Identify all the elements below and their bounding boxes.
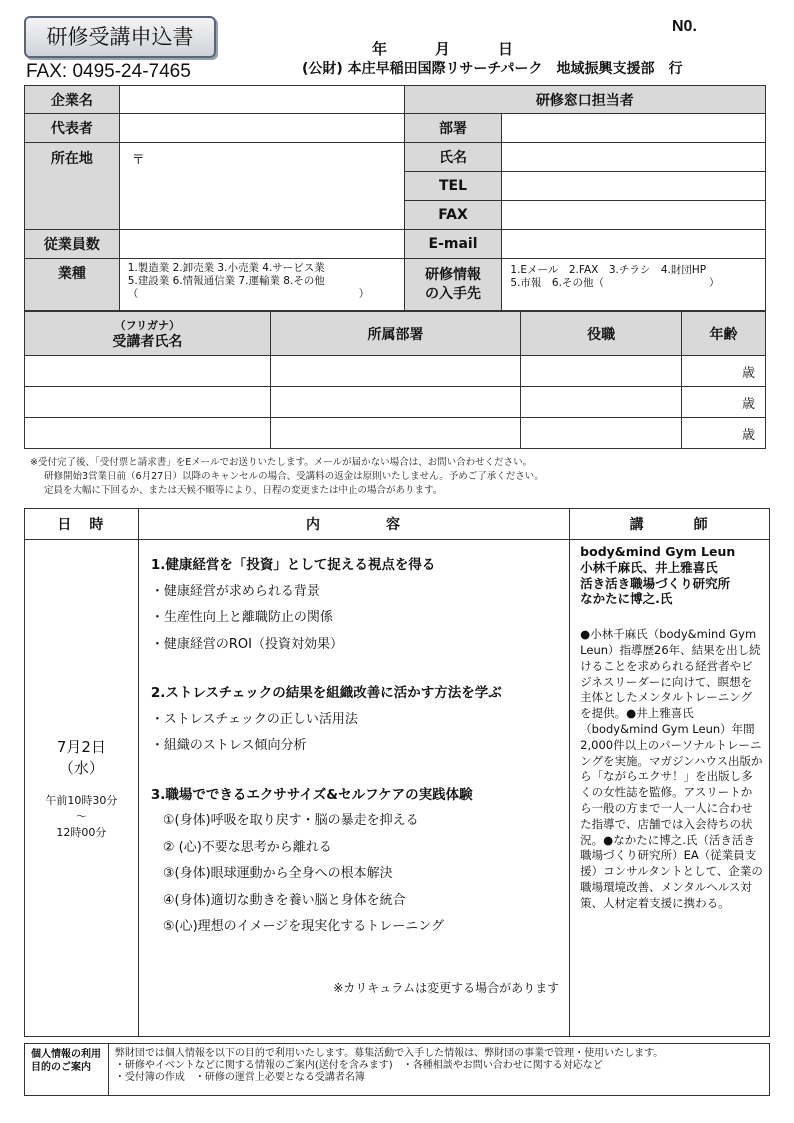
attendee-3-age[interactable]: [682, 418, 766, 449]
department-field[interactable]: [502, 114, 766, 143]
form-title: 研修受講申込書: [24, 16, 216, 58]
privacy-line-2: ・研修やイベントなどに関する情報のご案内(送付を含みます) ・各種相談やお問い合わせに関する対応など: [114, 1060, 603, 1071]
privacy-line-1: 弊財団では個人情報を以下の目的で利用いたします。募集活動で入手した情報は、弊財団の事業で管理・使用いたします。: [114, 1048, 664, 1059]
age-unit: 歳: [741, 365, 755, 381]
attendee-table: [24, 311, 766, 449]
attendee-3-position[interactable]: [521, 418, 682, 449]
employees-field[interactable]: [119, 230, 404, 259]
attendee-position-header: 役職: [521, 312, 682, 356]
address-field[interactable]: [119, 143, 404, 230]
attendee-2-position[interactable]: [521, 387, 682, 418]
privacy-table: [24, 1043, 770, 1096]
privacy-line-3: ・受付簿の作成 ・研修の運営上必要となる受講者名簿: [114, 1072, 365, 1083]
postal-mark: 〒: [131, 153, 145, 168]
fax-number: FAX: 0495-24-7465: [26, 61, 191, 82]
schedule-time-start: 午前10時30分: [45, 794, 118, 807]
notes: [30, 456, 544, 498]
curriculum-note: ※カリキュラムは変更する場合があります: [333, 980, 560, 995]
section-3-item: ⑤(心)理想のイメージを現実化するトレーニング: [162, 919, 445, 934]
schedule-weekday: （水）: [58, 759, 104, 777]
schedule-date-header: 日 時: [25, 509, 139, 540]
fax-label: FAX: [404, 201, 502, 230]
lecturer-names: 小林千麻氏、井上雅喜氏: [580, 559, 718, 575]
contact-header: 研修窓口担当者: [404, 86, 765, 114]
date-line: [372, 38, 513, 59]
lecturer-profile: ●小林千麻氏（body&mind Gym Leun）指導歴26年、結果を出し続けることを求められる経営者やビジネスリーダーに向けて、瞑想を主体としたメンタルトレーニングを提供。●井上雅喜氏（body&mind Gym Leun）年間2,000件以上のパーソナルトレーニングを実施。マガジンハウス出版から「ながらエクサ！」を出版し多くの女性誌を監修。アスリートから一般の方まで一人一人に合わせた指導で、店舗では入会待ちの状況。●なかたに博之.氏（活き活き職場づくり研究所）EA（従業員支援）コンサルタントとして、企業の職場環境改善、メンタルヘルス対策、人材定着支援に携わる。: [580, 627, 763, 910]
industry-line-1: 1.製造業 2.卸売業 3.小売業 4.サービス業: [127, 262, 325, 274]
section-3-item: ③(身体)眼球運動から全身への根本解決: [162, 866, 393, 881]
industry-line-3: （ ）: [127, 288, 370, 300]
lecturer-org: body&mind Gym Leun: [580, 544, 736, 559]
attendee-3-dept[interactable]: [270, 418, 521, 449]
recipient-address: (公財) 本庄早稲田国際リサーチパーク 地域振興支援部 行: [302, 61, 683, 77]
section-1-item: ・健康経営が求められる背景: [150, 583, 320, 599]
contact-name-field[interactable]: [502, 143, 766, 172]
fax-field[interactable]: [502, 201, 766, 230]
industry-line-2: 5.建設業 6.情報通信業 7.運輸業 8.その他: [127, 275, 325, 287]
privacy-text: [108, 1044, 769, 1096]
info-source-label: [404, 259, 502, 311]
schedule-lecturer-header: 講 師: [570, 509, 770, 540]
schedule-content-header: 内 容: [138, 509, 569, 540]
attendee-name-label: 受講者氏名: [112, 333, 183, 350]
section-3-item: ①(身体)呼吸を取り戻す・脳の暴走を抑える: [162, 813, 419, 828]
furigana-label: （フリガナ）: [114, 318, 181, 332]
company-name-field[interactable]: [119, 86, 404, 114]
industry-options[interactable]: [119, 259, 404, 311]
privacy-label: 個人情報の利用目的のご案内: [25, 1044, 109, 1096]
date-month: 月: [435, 40, 451, 58]
employees-label: 従業員数: [25, 230, 120, 259]
age-unit: 歳: [741, 396, 755, 412]
note-2: 研修開始3営業日前（6月27日）以降のキャンセルの場合、受講料の返金は原則いたしません。予めご了承ください。: [44, 471, 544, 482]
schedule-time-sep: ～: [75, 810, 87, 823]
section-1-title: 1.健康経営を「投資」として捉える視点を得る: [150, 557, 436, 573]
info-source-line-2: 5.市報 6.その他（ ）: [510, 277, 720, 289]
attendee-1-position[interactable]: [521, 356, 682, 387]
attendee-3-name[interactable]: [25, 418, 271, 449]
section-2-title: 2.ストレスチェックの結果を組織改善に活かす方法を学ぶ: [150, 685, 502, 701]
schedule-content: [138, 540, 569, 1037]
attendee-1-dept[interactable]: [270, 356, 521, 387]
contact-name-label: 氏名: [404, 143, 502, 172]
email-field[interactable]: [502, 230, 766, 259]
section-2-item: ・ストレスチェックの正しい活用法: [150, 711, 358, 727]
note-1: ※受付完了後、「受付票と請求書」をEメールでお送りいたします。メールが届かない場合は、お問い合わせください。: [30, 457, 533, 468]
section-3-item: ④(身体)適切な動きを養い脳と身体を統合: [162, 892, 406, 908]
schedule-table: [24, 508, 770, 1037]
form-number-label: N0.: [672, 18, 697, 35]
note-3: 定員を大幅に下回るか、または天候不順等により、日程の変更または中止の場合があります。: [44, 485, 443, 496]
email-label: E-mail: [404, 230, 502, 259]
date-year: 年: [372, 40, 388, 58]
attendee-name-header: [25, 312, 271, 356]
representative-field[interactable]: [119, 114, 404, 143]
section-2-item: ・組織のストレス傾向分析: [150, 738, 307, 753]
lecturer-name-2: なかたに博之.氏: [580, 591, 673, 607]
attendee-2-name[interactable]: [25, 387, 271, 418]
section-3-item: ② (心)不要な思考から離れる: [162, 839, 332, 855]
company-name-label: 企業名: [25, 86, 120, 114]
section-1-item: ・健康経営のROI（投資対効果）: [150, 636, 343, 652]
attendee-1-age[interactable]: [682, 356, 766, 387]
address-label: 所在地: [25, 143, 120, 230]
info-source-options[interactable]: [502, 259, 766, 311]
info-source-line-1: 1.Eメール 2.FAX 3.チラシ 4.財団HP: [510, 264, 707, 276]
schedule-date: 7月2日: [56, 738, 106, 756]
info-source-label-1: 研修情報: [425, 266, 482, 283]
department-label: 部署: [404, 114, 502, 143]
age-unit: 歳: [741, 427, 755, 443]
industry-label: 業種: [25, 259, 120, 311]
tel-field[interactable]: [502, 172, 766, 201]
attendee-age-header: 年齢: [682, 312, 766, 356]
tel-label: TEL: [404, 172, 502, 201]
schedule-time-end: 12時00分: [56, 826, 107, 839]
representative-label: 代表者: [25, 114, 120, 143]
date-day: 日: [498, 40, 514, 58]
attendee-dept-header: 所属部署: [270, 312, 521, 356]
section-3-title: 3.職場でできるエクササイズ&セルフケアの実践体験: [150, 786, 473, 803]
lecturer-org-2: 活き活き職場づくり研究所: [580, 575, 731, 591]
applicant-table: [24, 85, 766, 311]
attendee-2-dept[interactable]: [270, 387, 521, 418]
attendee-1-name[interactable]: [25, 356, 271, 387]
schedule-date-cell: [25, 540, 139, 1037]
section-1-item: ・生産性向上と離職防止の関係: [150, 610, 333, 625]
info-source-label-2: の入手先: [425, 285, 482, 302]
attendee-2-age[interactable]: [682, 387, 766, 418]
lecturer-cell: [570, 540, 770, 1037]
